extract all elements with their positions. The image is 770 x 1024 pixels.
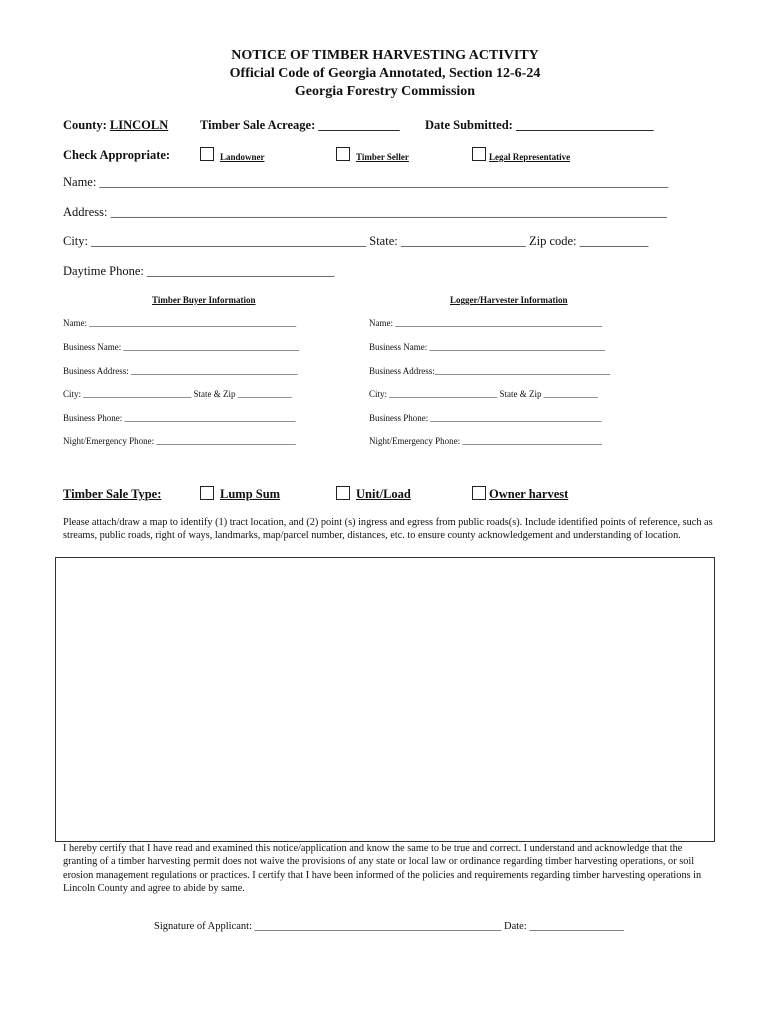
logger-harvester-heading: Logger/Harvester Information xyxy=(450,295,568,305)
form-title: NOTICE OF TIMBER HARVESTING ACTIVITY xyxy=(231,48,539,63)
signature-date-field[interactable]: Signature of Applicant: _______________________________________________ Date: __________________ xyxy=(154,921,624,932)
buyer-night-phone-field[interactable]: Night/Emergency Phone: _______________________________ xyxy=(63,436,296,446)
timber-buyer-heading: Timber Buyer Information xyxy=(152,295,256,305)
buyer-business-address-field[interactable]: Business Address: _____________________________________ xyxy=(63,366,298,376)
map-instructions: Please attach/draw a map to identify (1) tract location, and (2) point (s) ingress and egress from public roads(s). Include identified points of reference, such as streams, public roads, right of ways, landmarks, map/parcel number, distances, etc. to ensure county acknowledgement and understanding of location. xyxy=(63,517,713,542)
sale-type-label: Timber Sale Type: xyxy=(63,487,162,501)
timber-seller-checkbox[interactable] xyxy=(336,147,350,161)
owner-harvest-label: Owner harvest xyxy=(489,487,569,501)
map-drawing-area[interactable] xyxy=(55,557,715,842)
logger-business-address-field[interactable]: Business Address:_______________________________________ xyxy=(369,366,611,376)
unit-load-checkbox[interactable] xyxy=(336,486,350,500)
logger-business-phone-field[interactable]: Business Phone: ______________________________________ xyxy=(369,413,602,423)
buyer-name-field[interactable]: Name: ______________________________________________ xyxy=(63,318,297,328)
code-reference: Official Code of Georgia Annotated, Section 12-6-24 xyxy=(229,66,541,81)
buyer-city-state-zip-field[interactable]: City: ________________________ State & Zip ____________ xyxy=(63,389,292,399)
logger-city-state-zip-field[interactable]: City: ________________________ State & Zip ____________ xyxy=(369,389,598,399)
logger-business-name-field[interactable]: Business Name: _______________________________________ xyxy=(369,342,605,352)
landowner-label: Landowner xyxy=(220,152,265,162)
certification-statement: I hereby certify that I have read and examined this notice/application and know the same to be true and correct. I understand and acknowledge that the granting of a timber harvesting permit does not waive the provisions of any state or local law or ordinance regarding timber harvesting operations, or soil erosion management regulations or practices. I certify that I have been informed of the policies and requirements regarding timber harvesting operations in Lincoln County and agree to abide by same. xyxy=(63,843,702,895)
logger-name-field[interactable]: Name: ______________________________________________ xyxy=(369,318,603,328)
lump-sum-label: Lump Sum xyxy=(220,487,281,501)
buyer-business-name-field[interactable]: Business Name: _______________________________________ xyxy=(63,342,299,352)
logger-night-phone-field[interactable]: Night/Emergency Phone: _______________________________ xyxy=(369,436,602,446)
applicant-name-field[interactable]: Name: ___________________________________________________________________________________________ xyxy=(63,175,669,189)
daytime-phone-field[interactable]: Daytime Phone: ______________________________ xyxy=(63,264,335,278)
owner-harvest-checkbox[interactable] xyxy=(472,486,486,500)
landowner-checkbox[interactable] xyxy=(200,147,214,161)
legal-representative-checkbox[interactable] xyxy=(472,147,486,161)
agency-name: Georgia Forestry Commission xyxy=(294,84,476,99)
applicant-address-field[interactable]: Address: _________________________________________________________________________________________ xyxy=(63,205,667,219)
unit-load-label: Unit/Load xyxy=(356,487,411,501)
county-field xyxy=(63,118,168,133)
applicant-city-state-zip-field[interactable]: City: ____________________________________________ State: ____________________ Zip code: ___________ xyxy=(63,234,649,248)
date-submitted-field[interactable]: Date Submitted: ______________________ xyxy=(425,118,654,132)
county-label: County: xyxy=(63,118,107,132)
legal-representative-label: Legal Representative xyxy=(489,152,571,162)
check-appropriate-label: Check Appropriate: xyxy=(63,148,171,162)
lump-sum-checkbox[interactable] xyxy=(200,486,214,500)
timber-seller-label: Timber Seller xyxy=(356,152,409,162)
buyer-business-phone-field[interactable]: Business Phone: ______________________________________ xyxy=(63,413,296,423)
acreage-field[interactable]: Timber Sale Acreage: _____________ xyxy=(200,118,400,132)
county-value[interactable]: LINCOLN xyxy=(109,118,169,132)
